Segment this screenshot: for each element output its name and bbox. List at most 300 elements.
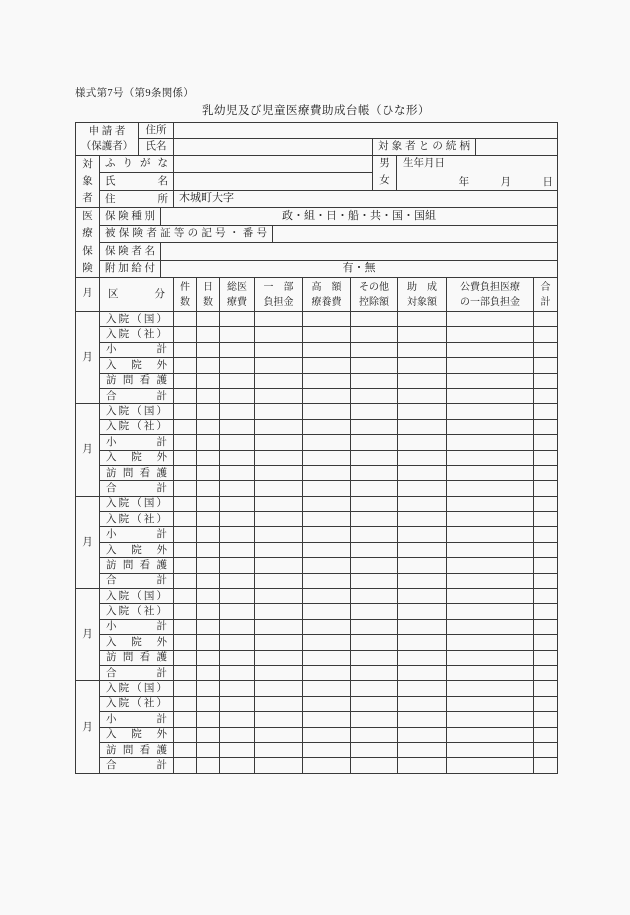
ledger-cell-total-medical [220,388,255,403]
subject-label-char: 象 [82,175,93,187]
ledger-cell-total [534,589,558,604]
ledger-cell-cases [174,388,197,403]
ledger-cell-other-deduction [351,496,398,511]
ledger-cell-total [534,542,558,557]
ledger-cell-total-medical [220,666,255,681]
ledger-cell-total [534,573,558,588]
ledger-cell-high-cost [303,604,351,619]
ledger-cell-cases [174,558,197,573]
ledger-cell-cases [174,450,197,465]
ledger-cell-high-cost [303,496,351,511]
ledger-cell-subsidy-amount [398,558,447,573]
ledger-cell-high-cost [303,681,351,696]
ledger-cell-public-copayment [447,666,534,681]
ledger-cell-days [197,589,220,604]
ledger-cell-days [197,358,220,373]
ledger-row [76,558,558,573]
ledger-cell-days [197,419,220,434]
sex-male-label: 男 [379,158,390,170]
ledger-cell-high-cost [303,419,351,434]
ledger-cell-other-deduction [351,404,398,419]
ledger-cell-public-copayment [447,512,534,527]
ledger-cell-days [197,481,220,496]
row-label-inpatient-national: 入院（国） [100,312,174,327]
month-cell: 月 [76,681,100,773]
ledger-cell-total-medical [220,512,255,527]
ledger-cell-subsidy-amount [398,327,447,342]
ledger-row [76,404,558,419]
ledger-cell-other-deduction [351,465,398,480]
ledger-cell-days [197,312,220,327]
ledger-cell-other-deduction [351,650,398,665]
ledger-cell-total [534,342,558,357]
ledger-row [76,619,558,634]
ledger-cell-total [534,681,558,696]
ledger-cell-public-copayment [447,635,534,650]
col-other-deduction: その他 控除額 [351,278,398,312]
row-label-subtotal: 小計 [100,527,174,542]
ledger-cell-cases [174,696,197,711]
ledger-cell-public-copayment [447,589,534,604]
ledger-cell-total-medical [220,573,255,588]
ledger-cell-total [534,696,558,711]
ledger-cell-cases [174,727,197,742]
ledger-cell-total [534,388,558,403]
sex-female-label: 女 [379,174,390,186]
ledger-cell-copayment [255,758,303,773]
insurance-card-label: 被保険者証等の記号・番号 [100,225,273,242]
ledger-cell-copayment [255,681,303,696]
ledger-cell-copayment [255,619,303,634]
ledger-cell-total [534,619,558,634]
ledger-cell-days [197,435,220,450]
ledger-cell-public-copayment [447,327,534,342]
applicant-label [76,123,139,156]
ledger-cell-days [197,465,220,480]
ledger-cell-cases [174,650,197,665]
ledger-row [76,635,558,650]
ledger-cell-public-copayment [447,742,534,757]
ledger-cell-other-deduction [351,435,398,450]
row-label-outpatient: 入院外 [100,450,174,465]
ledger-cell-high-cost [303,450,351,465]
ledger-row [76,666,558,681]
ledger-cell-copayment [255,712,303,727]
ledger-cell-other-deduction [351,512,398,527]
ledger-row [76,496,558,511]
ledger-cell-total-medical [220,558,255,573]
row-label-outpatient: 入院外 [100,727,174,742]
row-label-total: 合計 [100,758,174,773]
additional-benefit-label: 附加給付 [100,260,161,277]
ledger-cell-total-medical [220,358,255,373]
ledger-cell-other-deduction [351,558,398,573]
ledger-cell-high-cost [303,635,351,650]
ledger-row [76,758,558,773]
additional-benefit-options: 有・無 [161,260,558,277]
row-label-total: 合計 [100,573,174,588]
ledger-cell-subsidy-amount [398,373,447,388]
ledger-cell-public-copayment [447,542,534,557]
ledger-cell-cases [174,666,197,681]
ledger-cell-copayment [255,604,303,619]
ledger-row [76,727,558,742]
ledger-row [76,342,558,357]
row-label-inpatient-social: 入院（社） [100,512,174,527]
ledger-cell-cases [174,404,197,419]
row-label-total: 合計 [100,388,174,403]
row-label-subtotal: 小計 [100,712,174,727]
subject-furigana-label: ふりがな [100,155,174,173]
ledger-cell-copayment [255,589,303,604]
ledger-cell-high-cost [303,650,351,665]
ledger-cell-total [534,435,558,450]
applicant-label-line1: 申 請 者 [88,125,126,137]
ledger-cell-other-deduction [351,681,398,696]
ledger-cell-cases [174,742,197,757]
row-label-outpatient: 入院外 [100,635,174,650]
ledger-cell-other-deduction [351,327,398,342]
ledger-cell-public-copayment [447,358,534,373]
ledger-cell-total [534,558,558,573]
ledger-cell-other-deduction [351,635,398,650]
ledger-cell-days [197,327,220,342]
ledger-cell-cases [174,542,197,557]
ledger-cell-total [534,635,558,650]
ledger-cell-total-medical [220,312,255,327]
ledger-cell-subsidy-amount [398,619,447,634]
month-cell: 月 [76,589,100,681]
ledger-cell-total-medical [220,742,255,757]
ledger-cell-subsidy-amount [398,512,447,527]
month-cell: 月 [76,496,100,588]
ledger-cell-subsidy-amount [398,435,447,450]
ledger-cell-total [534,450,558,465]
row-label-inpatient-social: 入院（社） [100,696,174,711]
ledger-cell-cases [174,435,197,450]
ledger-cell-high-cost [303,542,351,557]
ledger-row [76,712,558,727]
ledger-row [76,650,558,665]
ledger-cell-high-cost [303,358,351,373]
ledger-cell-other-deduction [351,419,398,434]
col-month: 月 [76,278,100,312]
subject-name-label: 氏名 [100,173,174,191]
ledger-cell-total [534,373,558,388]
ledger-cell-public-copayment [447,435,534,450]
ledger-row [76,388,558,403]
ledger-cell-high-cost [303,327,351,342]
col-public-copayment: 公費負担医療 の一部負担金 [447,278,534,312]
ledger-cell-days [197,388,220,403]
ledger-cell-public-copayment [447,558,534,573]
ledger-cell-cases [174,604,197,619]
ledger-cell-public-copayment [447,419,534,434]
row-label-subtotal: 小計 [100,342,174,357]
ledger-cell-public-copayment [447,373,534,388]
ledger-cell-public-copayment [447,696,534,711]
ledger-cell-days [197,712,220,727]
ledger-cell-copayment [255,312,303,327]
ledger-cell-total [534,512,558,527]
ledger-cell-total [534,419,558,434]
ledger-cell-total-medical [220,635,255,650]
ledger-cell-cases [174,681,197,696]
subject-label-char: 対 [82,158,93,170]
ledger-cell-total-medical [220,758,255,773]
ledger-cell-total [534,604,558,619]
ledger-cell-high-cost [303,589,351,604]
row-label-inpatient-national: 入院（国） [100,404,174,419]
ledger-cell-copayment [255,666,303,681]
relationship-value [476,139,558,155]
insurance-label-char: 険 [82,262,93,274]
ledger-cell-public-copayment [447,388,534,403]
applicant-address-value [174,123,558,139]
insurance-label [76,208,100,278]
relationship-label: 対象者との続柄 [373,139,476,155]
ledger-cell-subsidy-amount [398,542,447,557]
ledger-cell-subsidy-amount [398,388,447,403]
ledger-row [76,573,558,588]
ledger-cell-cases [174,312,197,327]
subject-address-label: 住所 [100,191,174,208]
subject-furigana-value [174,155,373,173]
ledger-cell-high-cost [303,758,351,773]
ledger-cell-total-medical [220,712,255,727]
ledger-cell-days [197,527,220,542]
col-total-medical: 総医 療費 [220,278,255,312]
insurance-type-label: 保険種別 [100,208,161,225]
row-label-inpatient-social: 入院（社） [100,327,174,342]
ledger-cell-copayment [255,742,303,757]
ledger-row [76,696,558,711]
ledger-cell-subsidy-amount [398,712,447,727]
insurer-name-label: 保険者名 [100,243,161,260]
ledger-row [76,604,558,619]
ledger-cell-other-deduction [351,619,398,634]
ledger-cell-other-deduction [351,758,398,773]
ledger-cell-subsidy-amount [398,450,447,465]
row-label-outpatient: 入院外 [100,358,174,373]
ledger-cell-copayment [255,373,303,388]
ledger-cell-total-medical [220,465,255,480]
ledger-cell-other-deduction [351,589,398,604]
row-label-outpatient: 入院外 [100,542,174,557]
insurance-label-char: 保 [82,245,93,257]
ledger-cell-cases [174,527,197,542]
col-days: 日 数 [197,278,220,312]
ledger-cell-other-deduction [351,604,398,619]
ledger-cell-subsidy-amount [398,589,447,604]
row-label-total: 合計 [100,666,174,681]
ledger-cell-public-copayment [447,619,534,634]
ledger-cell-high-cost [303,696,351,711]
ledger-cell-high-cost [303,404,351,419]
ledger-cell-subsidy-amount [398,527,447,542]
ledger-cell-cases [174,619,197,634]
ledger-cell-total-medical [220,681,255,696]
ledger-row [76,435,558,450]
col-subsidy-amount: 助 成 対象額 [398,278,447,312]
ledger-cell-cases [174,358,197,373]
ledger-cell-total-medical [220,589,255,604]
ledger-row [76,419,558,434]
ledger-cell-other-deduction [351,666,398,681]
ledger-cell-copayment [255,558,303,573]
ledger-cell-copayment [255,435,303,450]
ledger-cell-days [197,650,220,665]
ledger-cell-subsidy-amount [398,481,447,496]
ledger-cell-copayment [255,465,303,480]
ledger-cell-copayment [255,696,303,711]
ledger-cell-subsidy-amount [398,465,447,480]
ledger-cell-total [534,742,558,757]
info-table [75,122,558,278]
ledger-cell-total [534,312,558,327]
ledger-cell-cases [174,589,197,604]
ledger-row [76,358,558,373]
insurance-label-char: 医 [82,211,93,223]
ledger-row [76,465,558,480]
ledger-cell-total-medical [220,327,255,342]
ledger-cell-total [534,496,558,511]
ledger-cell-subsidy-amount [398,342,447,357]
ledger-cell-total [534,527,558,542]
ledger-cell-other-deduction [351,342,398,357]
ledger-cell-days [197,450,220,465]
ledger-cell-days [197,666,220,681]
ledger-cell-subsidy-amount [398,496,447,511]
ledger-cell-days [197,512,220,527]
ledger-cell-high-cost [303,527,351,542]
ledger-cell-total-medical [220,727,255,742]
form-title: 乳幼児及び児童医療費助成台帳（ひな形） [202,105,430,117]
sex-cell [373,155,397,191]
form-tables [75,122,558,774]
ledger-cell-days [197,619,220,634]
insurance-label-char: 療 [82,228,93,240]
ledger-cell-days [197,342,220,357]
ledger-cell-days [197,573,220,588]
row-label-total: 合計 [100,481,174,496]
ledger-cell-days [197,635,220,650]
ledger-cell-copayment [255,327,303,342]
ledger-cell-other-deduction [351,542,398,557]
ledger-cell-public-copayment [447,465,534,480]
ledger-row [76,742,558,757]
ledger-cell-subsidy-amount [398,696,447,711]
ledger-cell-public-copayment [447,727,534,742]
row-label-inpatient-national: 入院（国） [100,496,174,511]
ledger-cell-public-copayment [447,681,534,696]
row-label-inpatient-social: 入院（社） [100,419,174,434]
row-label-subtotal: 小計 [100,619,174,634]
ledger-cell-days [197,542,220,557]
ledger-cell-copayment [255,496,303,511]
ledger-row [76,681,558,696]
ledger-cell-total-medical [220,373,255,388]
col-cases: 件 数 [174,278,197,312]
ledger-cell-copayment [255,450,303,465]
ledger-cell-cases [174,327,197,342]
ledger-cell-subsidy-amount [398,404,447,419]
applicant-label-line2: （保護者） [80,140,134,152]
ledger-cell-copayment [255,512,303,527]
ledger-cell-subsidy-amount [398,604,447,619]
applicant-address-label: 住所 [139,123,174,139]
ledger-cell-days [197,727,220,742]
row-label-inpatient-national: 入院（国） [100,681,174,696]
row-label-home-nursing: 訪問看護 [100,465,174,480]
ledger-cell-cases [174,758,197,773]
ledger-row [76,527,558,542]
ledger-cell-high-cost [303,435,351,450]
ledger-cell-total-medical [220,481,255,496]
insurance-card-value [273,225,558,242]
ledger-cell-other-deduction [351,481,398,496]
ledger-cell-copayment [255,358,303,373]
ledger-cell-high-cost [303,619,351,634]
ledger-cell-other-deduction [351,727,398,742]
insurer-name-value [161,243,558,260]
ledger-cell-copayment [255,527,303,542]
ledger-cell-public-copayment [447,650,534,665]
col-category: 区分 [100,278,174,312]
ledger-row [76,542,558,557]
row-label-home-nursing: 訪問看護 [100,373,174,388]
ledger-row [76,481,558,496]
ledger-cell-days [197,373,220,388]
ledger-cell-cases [174,465,197,480]
ledger-cell-days [197,558,220,573]
month-cell: 月 [76,312,100,404]
ledger-cell-subsidy-amount [398,758,447,773]
ledger-cell-total [534,465,558,480]
ledger-cell-subsidy-amount [398,358,447,373]
subject-label-char: 者 [82,193,93,204]
ledger-cell-high-cost [303,388,351,403]
ledger-cell-total [534,727,558,742]
ledger-cell-total-medical [220,419,255,434]
ledger-cell-high-cost [303,712,351,727]
row-label-inpatient-social: 入院（社） [100,604,174,619]
ledger-cell-total-medical [220,342,255,357]
ledger-cell-public-copayment [447,758,534,773]
row-label-subtotal: 小計 [100,435,174,450]
ledger-cell-copayment [255,419,303,434]
ledger-cell-subsidy-amount [398,635,447,650]
ledger-cell-public-copayment [447,450,534,465]
ledger-cell-total-medical [220,650,255,665]
ledger-cell-copayment [255,650,303,665]
ledger-cell-total-medical [220,604,255,619]
ledger-cell-total [534,327,558,342]
ledger-cell-days [197,404,220,419]
ledger-cell-total [534,666,558,681]
ledger-cell-public-copayment [447,527,534,542]
ledger-cell-high-cost [303,373,351,388]
ledger-cell-total-medical [220,435,255,450]
subject-name-value [174,173,373,191]
ledger-cell-public-copayment [447,604,534,619]
ledger-cell-subsidy-amount [398,419,447,434]
ledger-cell-subsidy-amount [398,312,447,327]
ledger-cell-cases [174,512,197,527]
ledger-cell-total [534,358,558,373]
row-label-home-nursing: 訪問看護 [100,742,174,757]
ledger-cell-other-deduction [351,573,398,588]
